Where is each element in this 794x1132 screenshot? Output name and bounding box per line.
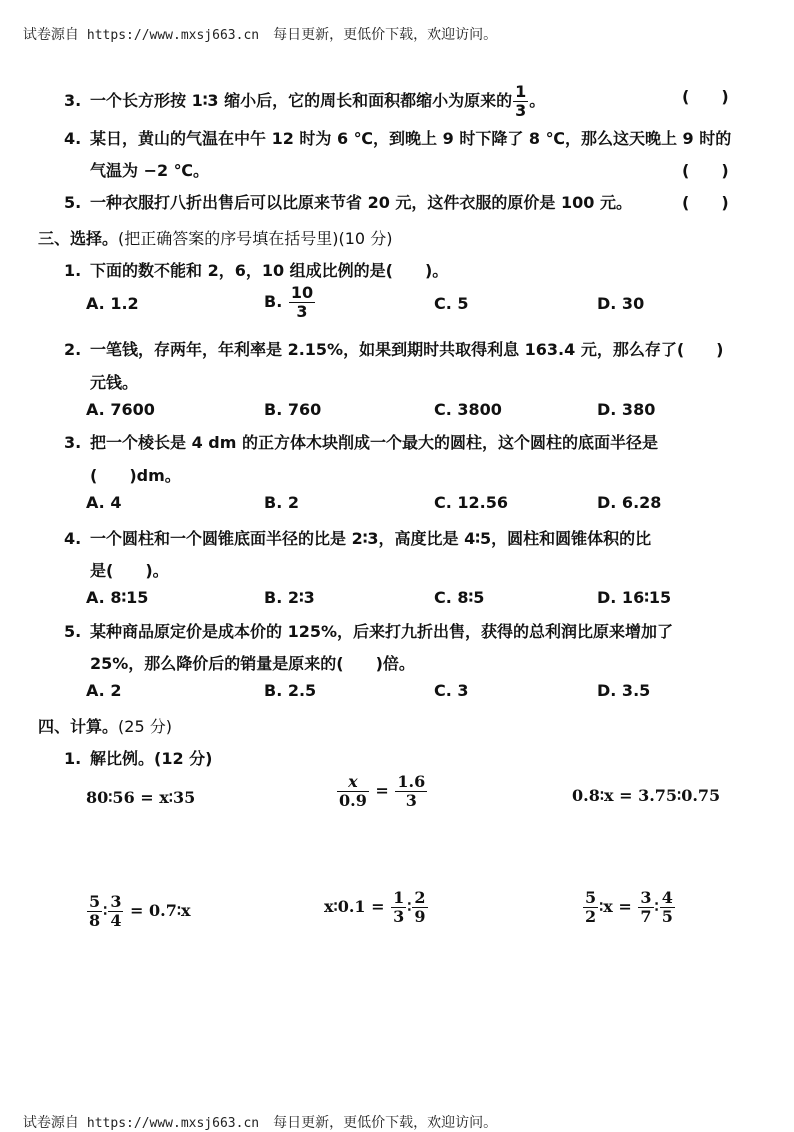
page-footer — [14, 1096, 497, 1132]
option-c[interactable]: C. 3 — [434, 681, 469, 700]
option-a[interactable]: A. 8∶15 — [86, 588, 149, 607]
choice-q4: 4. 一个圆柱和一个圆锥底面半径的比是 2∶3，高度比是 4∶5，圆柱和圆锥体积的比 — [64, 529, 652, 548]
section-choice-title: 三、选择。(把正确答案的序号填在括号里)(10 分) — [38, 229, 393, 248]
option-a[interactable]: A. 7600 — [86, 400, 155, 419]
footer-note: 每日更新，更低价下载，欢迎访问。 — [273, 1115, 498, 1131]
option-a[interactable]: A. 2 — [86, 681, 122, 700]
judge-item-5: 5. 一种衣服打八折出售后可以比原来节省 20 元，这件衣服的原价是 100 元。 — [64, 193, 632, 212]
equation-6: $\frac{5}{2}$ ∶x = $\frac{3}{7}$ ∶ $\frac{4}{5}$ — [585, 888, 673, 926]
equation-3: 0.8∶x = 3.75∶0.75 — [572, 786, 721, 805]
page-header — [14, 8, 497, 44]
equation-5: x∶0.1 = $\frac{1}{3}$ ∶ $\frac{2}{9}$ — [324, 888, 426, 926]
fraction: $\frac{1}{3}$ — [515, 82, 527, 120]
option-c[interactable]: C. 12.56 — [434, 493, 508, 512]
equation-2: $\frac{x}{0.9}$ = $\frac{1.6}{3}$ — [339, 772, 426, 810]
option-a[interactable]: A. 1.2 — [86, 294, 139, 313]
header-note: 每日更新，更低价下载，欢迎访问。 — [273, 27, 498, 43]
choice-q5-line2: 25%，那么降价后的销量是原来的( )倍。 — [90, 654, 415, 673]
option-d[interactable]: D. 16∶15 — [597, 588, 672, 607]
option-b[interactable]: B. 2.5 — [264, 681, 317, 700]
option-d[interactable]: D. 6.28 — [597, 493, 662, 512]
choice-q2: 2. 一笔钱，存两年，年利率是 2.15%，如果到期时共取得利息 163.4 元，那么存了( ) — [64, 340, 724, 359]
judge-item-4: 4. 某日，黄山的气温在中午 12 时为 6 ℃，到晚上 9 时下降了 8 ℃，那么这天晚上 9 时的 — [64, 129, 732, 148]
equation-4: $\frac{5}{8}$ ∶ $\frac{3}{4}$ = 0.7∶x — [89, 892, 191, 930]
answer-paren[interactable]: ( ) — [682, 193, 729, 212]
header-url[interactable]: https://www.mxsj663.cn — [86, 28, 260, 43]
choice-q5: 5. 某种商品原定价是成本价的 125%，后来打九折出售，获得的总利润比原来增加了 — [64, 622, 674, 641]
choice-q1: 1. 下面的数不能和 2，6，10 组成比例的是( )。 — [64, 261, 449, 280]
footer-url[interactable]: https://www.mxsj663.cn — [86, 1116, 260, 1131]
calc-sub-1: 1. 解比例。(12 分) — [64, 749, 213, 768]
option-a[interactable]: A. 4 — [86, 493, 122, 512]
section-calc-title: 四、计算。(25 分) — [38, 717, 172, 736]
option-c[interactable]: C. 5 — [434, 294, 469, 313]
fraction: $\frac{10}{3}$ — [290, 283, 314, 321]
choice-q3-line2: ( )dm。 — [90, 466, 181, 485]
option-c[interactable]: C. 3800 — [434, 400, 502, 419]
option-d[interactable]: D. 30 — [597, 294, 645, 313]
equation-1: 80∶56 = x∶35 — [86, 788, 196, 807]
option-b[interactable]: B. $\frac{10}{3}$ — [264, 283, 314, 321]
header-source: 试卷源自 — [22, 27, 79, 43]
option-b[interactable]: B. 2 — [264, 493, 299, 512]
option-d[interactable]: D. 380 — [597, 400, 656, 419]
judge-item-3: 3. 一个长方形按 1∶3 缩小后，它的周长和面积都缩小为原来的 $\frac{1}{3}$ 。 — [64, 82, 546, 120]
judge-item-4-line2: 气温为 −2 ℃。 — [90, 161, 210, 180]
choice-q4-line2: 是( )。 — [90, 561, 169, 580]
option-b[interactable]: B. 2∶3 — [264, 588, 315, 607]
choice-q2-line2: 元钱。 — [90, 373, 139, 392]
footer-source: 试卷源自 — [22, 1115, 79, 1131]
answer-paren[interactable]: ( ) — [682, 161, 729, 180]
option-b[interactable]: B. 760 — [264, 400, 322, 419]
option-d[interactable]: D. 3.5 — [597, 681, 651, 700]
option-c[interactable]: C. 8∶5 — [434, 588, 485, 607]
choice-q3: 3. 把一个棱长是 4 dm 的正方体木块削成一个最大的圆柱，这个圆柱的底面半径是 — [64, 433, 658, 452]
answer-paren[interactable]: ( ) — [682, 87, 729, 106]
